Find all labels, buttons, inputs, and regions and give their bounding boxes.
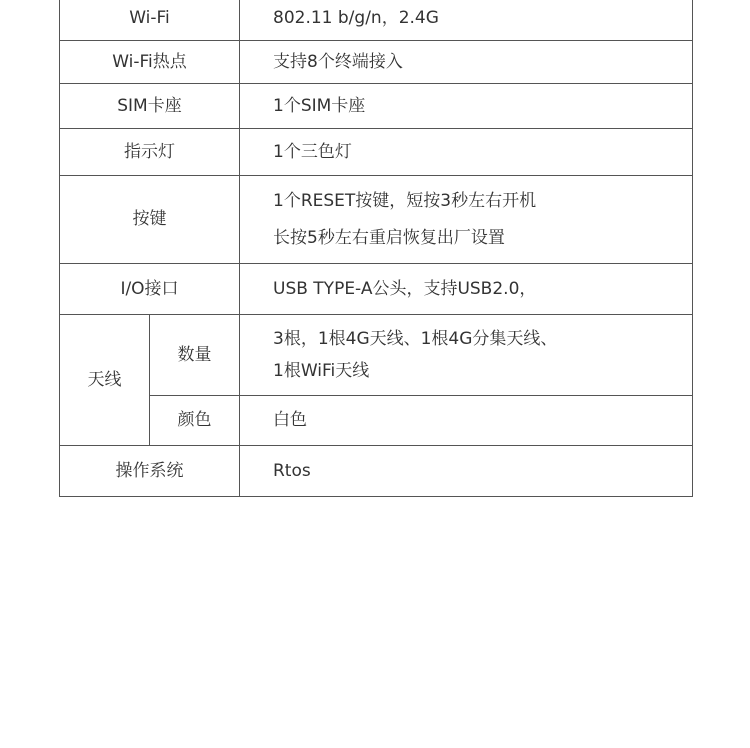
table-row-io xyxy=(60,264,693,315)
row-value: 1个三色灯 xyxy=(240,129,693,176)
sub-label: 数量 xyxy=(150,315,240,396)
spec-table xyxy=(59,0,693,497)
row-label: 指示灯 xyxy=(60,129,240,176)
row-value: 白色 xyxy=(240,396,693,446)
table-row-indicator xyxy=(60,129,693,176)
row-label: Wi-Fi热点 xyxy=(60,41,240,84)
value-line: 1根WiFi天线 xyxy=(273,360,370,381)
row-label: 操作系统 xyxy=(60,446,240,497)
table-row-antenna-color xyxy=(60,396,693,446)
value-line: 1个RESET按键，短按3秒左右开机 xyxy=(273,191,537,212)
table-row-wifi xyxy=(60,0,693,41)
row-value: 1个SIM卡座 xyxy=(240,84,693,129)
table-row-sim xyxy=(60,84,693,129)
row-label: Wi-Fi xyxy=(60,0,240,41)
row-value: 支持8个终端接入 xyxy=(240,41,693,84)
row-value xyxy=(240,315,693,396)
row-value xyxy=(240,176,693,264)
row-value: Rtos xyxy=(240,446,693,497)
row-label: I/O接口 xyxy=(60,264,240,315)
sub-label: 颜色 xyxy=(150,396,240,446)
row-label: SIM卡座 xyxy=(60,84,240,129)
row-value: USB TYPE-A公头，支持USB2.0， xyxy=(240,264,693,315)
row-label: 按键 xyxy=(60,176,240,264)
value-line: 3根，1根4G天线、1根4G分集天线、 xyxy=(273,329,558,350)
value-line: 长按5秒左右重启恢复出厂设置 xyxy=(273,227,505,248)
table-row-os xyxy=(60,446,693,497)
row-value: 802.11 b/g/n，2.4G xyxy=(240,0,693,41)
table-row-antenna-count xyxy=(60,315,693,396)
table-row-hotspot xyxy=(60,41,693,84)
table-row-button xyxy=(60,176,693,264)
row-label-antenna: 天线 xyxy=(60,315,150,446)
